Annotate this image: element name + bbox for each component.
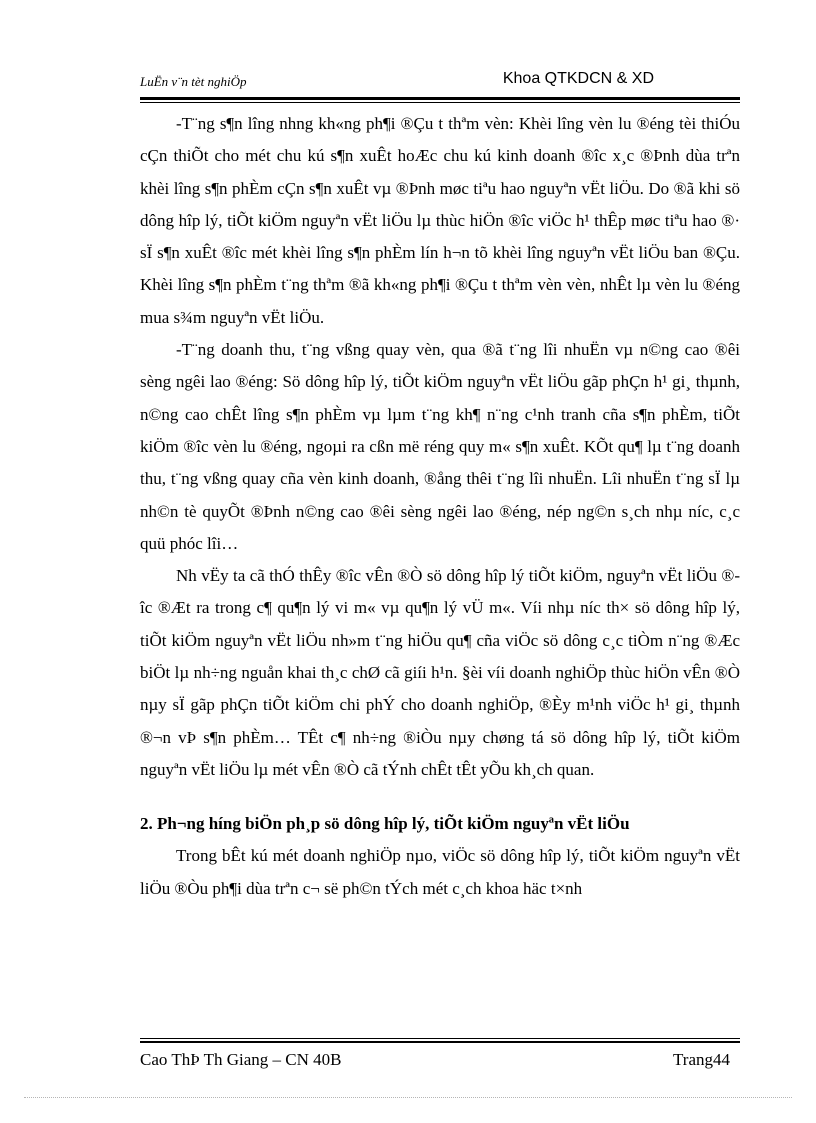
footer-page-number: Trang44 [673, 1050, 730, 1069]
footer-rule-thick [140, 1041, 740, 1043]
page-body [140, 108, 740, 905]
paragraph-conclusion: Nh vËy ta cã thÓ thÊy ®îc vÊn ®Ò sö dông hîp lý tiÕt kiÖm, nguyªn vËt liÖu ®îc ®Æt ra trong c¶ qu¶n lý vi m« vµ qu¶n lý vÜ m«. Víi nhµ níc th× sö dông hîp lý, tiÕt kiÖm nguyªn vËt liÖu nh»m t¨ng hiÖu qu¶ cña viÖc sö dông c¸c tiÒm n¨ng ®Æc biÖt lµ nh÷ng nguån khai th¸c chØ cã giíi h¹n. §èi víi doanh nghiÖp thùc hiÖn vÊn ®Ò nµy sÏ gãp phÇn tiÕt kiÖm chi phÝ cho doanh nghiÖp, ®Èy m¹nh viÖc h¹ gi¸ thµnh ®¬n vÞ s¶n phÈm… TÊt c¶ nh÷ng ®iÒu nµy chøng tá sö dông hîp lý, tiÕt kiÖm nguyªn vËt liÖu lµ mét vÊn ®Ò cã tÝnh chÊt tÊt yÕu kh¸ch quan. [140, 566, 740, 779]
footer-author: Cao ThÞ Th Giang – CN 40B [140, 1050, 342, 1069]
page-footer [140, 1050, 730, 1074]
footer-rule-thin [140, 1038, 740, 1039]
paragraph-revenue-growth: -T¨ng doanh thu, t¨ng vßng quay vèn, qua ®ã t¨ng lîi nhuËn vµ n©ng cao ®êi sèng ngêi lao ®éng: Sö dông hîp lý, tiÕt kiÖm nguyªn vËt liÖu gãp phÇn h¹ gi¸ thµnh, n©ng cao chÊt lîng s¶n phÈm vµ lµm t¨ng kh¶ n¨ng c¹nh tranh cña s¶n phÈm, tiÕt kiÖm ®îc vèn lu ®éng, ngoµi ra cßn më réng quy m« s¶n xuÊt. KÕt qu¶ lµ t¨ng doanh thu, t¨ng vßng quay cña vèn kinh doanh, ®ång thêi t¨ng lîi nhuËn. Lîi nhuËn t¨ng sÏ lµ nh©n tè quyÕt ®Þnh n©ng cao ®êi sèng ngêi lao ®éng, nép ng©n s¸ch nhµ níc, c¸c quü phóc lîi… [140, 340, 740, 553]
paragraph-section-intro: Trong bÊt kú mét doanh nghiÖp nµo, viÖc sö dông hîp lý, tiÕt kiÖm nguyªn vËt liÖu ®Òu ph¶i dùa trªn c¬ së ph©n tÝch mét c¸ch khoa häc t×nh [140, 846, 740, 898]
section-heading: 2. Ph¬ng híng biÖn ph¸p sö dông hîp lý, tiÕt kiÖm nguyªn vËt liÖu [140, 814, 630, 834]
paragraph-capital-saving: -T¨ng s¶n lîng nhng kh«ng ph¶i ®Çu t thªm vèn: Khèi lîng vèn lu ®éng tèi thiÓu cÇn thiÕt cho mét chu kú s¶n xuÊt hoÆc chu kú kinh doanh ®îc x¸c ®Þnh dùa trªn khèi lîng s¶n phÈm cÇn s¶n xuÊt vµ ®Þnh møc tiªu hao nguyªn vËt liÖu. Do ®ã khi sö dông hîp lý, tiÕt kiÖm nguyªn vËt liÖu lµ thùc hiÖn ®îc viÖc h¹ thÊp møc tiªu hao ®· sÏ s¶n xuÊt ®îc mét khèi lîng s¶n phÈm lín h¬n tõ khèi lîng nguyªn vËt liÖu ban ®Çu. Khèi lîng s¶n phÈm t¨ng thªm ®ã kh«ng ph¶i ®Çu t thªm vèn vèn, nhÊt lµ vèn lu ®éng mua s¾m nguyªn vËt liÖu. [140, 114, 740, 327]
header-thesis-title: LuËn v¨n tèt nghiÖp [140, 74, 247, 89]
header-rule-thick [140, 97, 740, 100]
page-bottom-dotted-line [24, 1097, 792, 1098]
page-header [140, 70, 740, 98]
header-rule-thin [140, 102, 740, 103]
header-faculty: Khoa QTKDCN & XD [502, 70, 654, 87]
